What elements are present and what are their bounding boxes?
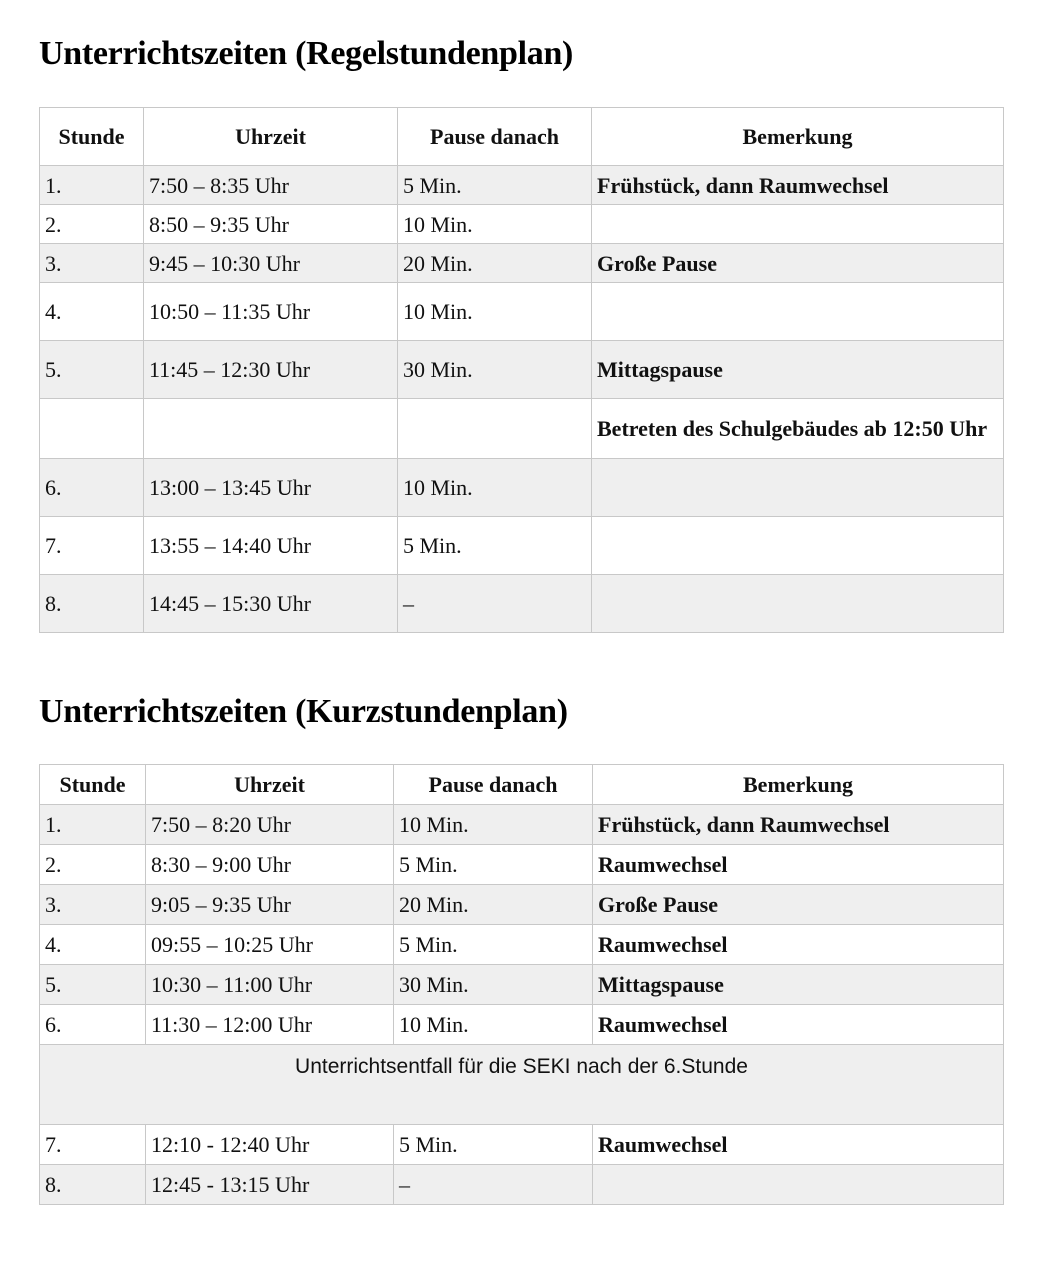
table-row	[40, 885, 1004, 925]
cell-pause: –	[398, 575, 592, 633]
table-row	[40, 341, 1004, 399]
table-row	[40, 459, 1004, 517]
cell-uhrzeit: 12:45 - 13:15 Uhr	[146, 1165, 394, 1205]
cell-bemerkung: Mittagspause	[592, 341, 1004, 399]
table-row	[40, 1005, 1004, 1045]
cell-pause: 10 Min.	[398, 205, 592, 244]
cell-bemerkung	[592, 517, 1004, 575]
cell-stunde: 6.	[40, 459, 144, 517]
cell-uhrzeit: 9:05 – 9:35 Uhr	[146, 885, 394, 925]
table-row	[40, 575, 1004, 633]
table-header-row	[40, 765, 1004, 805]
cell-pause: 10 Min.	[394, 805, 593, 845]
cell-uhrzeit: 14:45 – 15:30 Uhr	[144, 575, 398, 633]
cell-uhrzeit: 10:50 – 11:35 Uhr	[144, 283, 398, 341]
cell-pause: 20 Min.	[398, 244, 592, 283]
cell-pause: 5 Min.	[394, 845, 593, 885]
cell-pause: 10 Min.	[394, 1005, 593, 1045]
cell-bemerkung: Frühstück, dann Raumwechsel	[592, 166, 1004, 205]
table-kurzstundenplan	[39, 764, 1004, 1205]
cell-stunde: 3.	[40, 244, 144, 283]
cell-uhrzeit: 7:50 – 8:35 Uhr	[144, 166, 398, 205]
column-header-uhrzeit: Uhrzeit	[146, 765, 394, 805]
table-row	[40, 517, 1004, 575]
cell-stunde	[40, 399, 144, 459]
cell-bemerkung: Große Pause	[593, 885, 1004, 925]
cell-stunde: 7.	[40, 517, 144, 575]
cell-stunde: 8.	[40, 575, 144, 633]
cell-uhrzeit: 11:45 – 12:30 Uhr	[144, 341, 398, 399]
table-header-row	[40, 108, 1004, 166]
cell-bemerkung	[592, 283, 1004, 341]
column-header-bemerkung: Bemerkung	[593, 765, 1004, 805]
cell-stunde: 5.	[40, 341, 144, 399]
cell-pause: –	[394, 1165, 593, 1205]
cell-uhrzeit: 11:30 – 12:00 Uhr	[146, 1005, 394, 1045]
cell-pause: 5 Min.	[398, 166, 592, 205]
cell-bemerkung	[592, 459, 1004, 517]
cell-pause: 5 Min.	[394, 925, 593, 965]
table-row	[40, 965, 1004, 1005]
cell-uhrzeit: 12:10 - 12:40 Uhr	[146, 1125, 394, 1165]
cell-uhrzeit: 10:30 – 11:00 Uhr	[146, 965, 394, 1005]
cell-stunde: 2.	[40, 845, 146, 885]
column-header-pause: Pause danach	[394, 765, 593, 805]
cell-pause: 5 Min.	[398, 517, 592, 575]
cell-uhrzeit: 09:55 – 10:25 Uhr	[146, 925, 394, 965]
cell-pause: 20 Min.	[394, 885, 593, 925]
table-row	[40, 805, 1004, 845]
cell-bemerkung: Raumwechsel	[593, 1125, 1004, 1165]
cell-stunde: 5.	[40, 965, 146, 1005]
cell-uhrzeit: 9:45 – 10:30 Uhr	[144, 244, 398, 283]
table-row	[40, 244, 1004, 283]
cell-stunde: 2.	[40, 205, 144, 244]
cell-bemerkung	[592, 575, 1004, 633]
cell-pause: 30 Min.	[394, 965, 593, 1005]
table-row	[40, 166, 1004, 205]
column-header-pause: Pause danach	[398, 108, 592, 166]
cell-bemerkung: Betreten des Schulgebäudes ab 12:50 Uhr	[592, 399, 1004, 459]
page-title-kurzstundenplan: Unterrichtszeiten (Kurzstundenplan)	[39, 693, 568, 730]
column-header-stunde: Stunde	[40, 108, 144, 166]
table-row	[40, 925, 1004, 965]
cell-bemerkung: Große Pause	[592, 244, 1004, 283]
cell-stunde: 6.	[40, 1005, 146, 1045]
cell-bemerkung: Mittagspause	[593, 965, 1004, 1005]
cell-uhrzeit: 8:30 – 9:00 Uhr	[146, 845, 394, 885]
cell-pause	[398, 399, 592, 459]
table-row	[40, 845, 1004, 885]
table-row	[40, 1165, 1004, 1205]
column-header-uhrzeit: Uhrzeit	[144, 108, 398, 166]
cell-uhrzeit: 8:50 – 9:35 Uhr	[144, 205, 398, 244]
cell-note-unterrichtsentfall: Unterrichtsentfall für die SEKI nach der 6.Stunde	[40, 1045, 1004, 1125]
cell-bemerkung	[592, 205, 1004, 244]
column-header-stunde: Stunde	[40, 765, 146, 805]
cell-pause: 10 Min.	[398, 283, 592, 341]
page-title-regelstundenplan: Unterrichtszeiten (Regelstundenplan)	[39, 35, 574, 72]
column-header-bemerkung: Bemerkung	[592, 108, 1004, 166]
table-row	[40, 1125, 1004, 1165]
cell-stunde: 4.	[40, 283, 144, 341]
table-row	[40, 399, 1004, 459]
cell-uhrzeit	[144, 399, 398, 459]
cell-uhrzeit: 13:00 – 13:45 Uhr	[144, 459, 398, 517]
table-row	[40, 205, 1004, 244]
cell-pause: 30 Min.	[398, 341, 592, 399]
cell-uhrzeit: 7:50 – 8:20 Uhr	[146, 805, 394, 845]
cell-pause: 10 Min.	[398, 459, 592, 517]
cell-bemerkung: Raumwechsel	[593, 925, 1004, 965]
cell-pause: 5 Min.	[394, 1125, 593, 1165]
table-row-note	[40, 1045, 1004, 1125]
table-row	[40, 283, 1004, 341]
cell-stunde: 1.	[40, 805, 146, 845]
cell-bemerkung	[593, 1165, 1004, 1205]
cell-stunde: 3.	[40, 885, 146, 925]
cell-bemerkung: Raumwechsel	[593, 1005, 1004, 1045]
cell-stunde: 4.	[40, 925, 146, 965]
cell-uhrzeit: 13:55 – 14:40 Uhr	[144, 517, 398, 575]
cell-stunde: 7.	[40, 1125, 146, 1165]
cell-stunde: 1.	[40, 166, 144, 205]
cell-bemerkung: Raumwechsel	[593, 845, 1004, 885]
table-regelstundenplan	[39, 107, 1004, 633]
cell-bemerkung: Frühstück, dann Raumwechsel	[593, 805, 1004, 845]
cell-stunde: 8.	[40, 1165, 146, 1205]
